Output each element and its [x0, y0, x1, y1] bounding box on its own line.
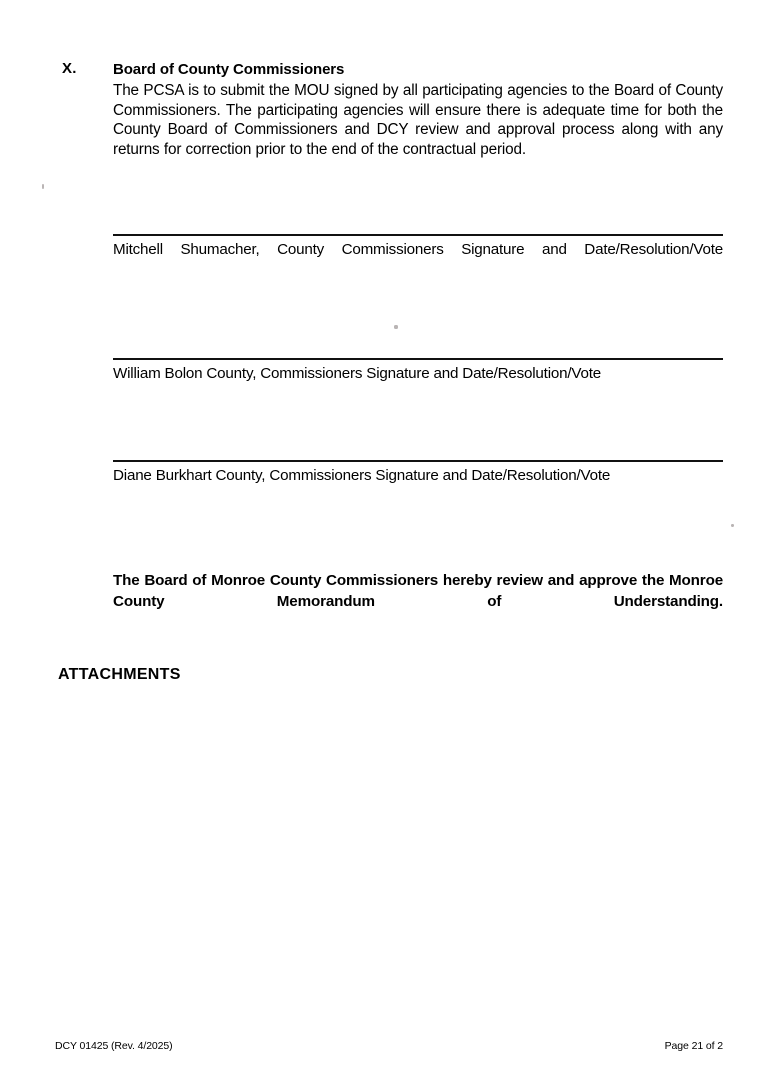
approval-statement: The Board of Monroe County Commissioners hereby review and approve the Monroe County Memorandum of Understanding. — [113, 572, 723, 610]
signature-label: William Bolon County, Commissioners Signature and Date/Resolution/Vote — [113, 365, 601, 382]
section-board-of-county-commissioners — [62, 60, 723, 159]
attachments-heading: ATTACHMENTS — [58, 666, 181, 683]
signature-line — [113, 234, 723, 236]
footer-form-number: DCY 01425 (Rev. 4/2025) — [55, 1040, 173, 1052]
section-heading — [62, 60, 723, 80]
signature-block-mitchell-shumacher — [113, 234, 723, 279]
scan-artifact-speck — [731, 524, 734, 527]
signature-label: Mitchell Shumacher, County Commissioners Signature and Date/Resolution/Vote — [113, 241, 723, 258]
section-title: Board of County Commissioners — [113, 61, 345, 78]
page-footer — [55, 1040, 723, 1052]
signature-label: Diane Burkhart County, Commissioners Signature and Date/Resolution/Vote — [113, 467, 611, 484]
scan-artifact-speck — [42, 184, 44, 189]
signature-line — [113, 358, 723, 360]
section-number: X. — [62, 60, 77, 77]
signature-line — [113, 460, 723, 462]
signature-block-william-bolon — [113, 358, 723, 384]
section-body-paragraph: The PCSA is to submit the MOU signed by all participating agencies to the Board of County Commissioners. The participating agencies will ensure there is adequate time for both the County Board of Commissioners and DCY review and approval process along with any returns for correction prior to the end of the contractual period. — [113, 82, 723, 158]
footer-page-number: Page 21 of 2 — [664, 1040, 723, 1052]
scan-artifact-speck — [394, 325, 398, 329]
signature-block-diane-burkhart — [113, 460, 723, 486]
